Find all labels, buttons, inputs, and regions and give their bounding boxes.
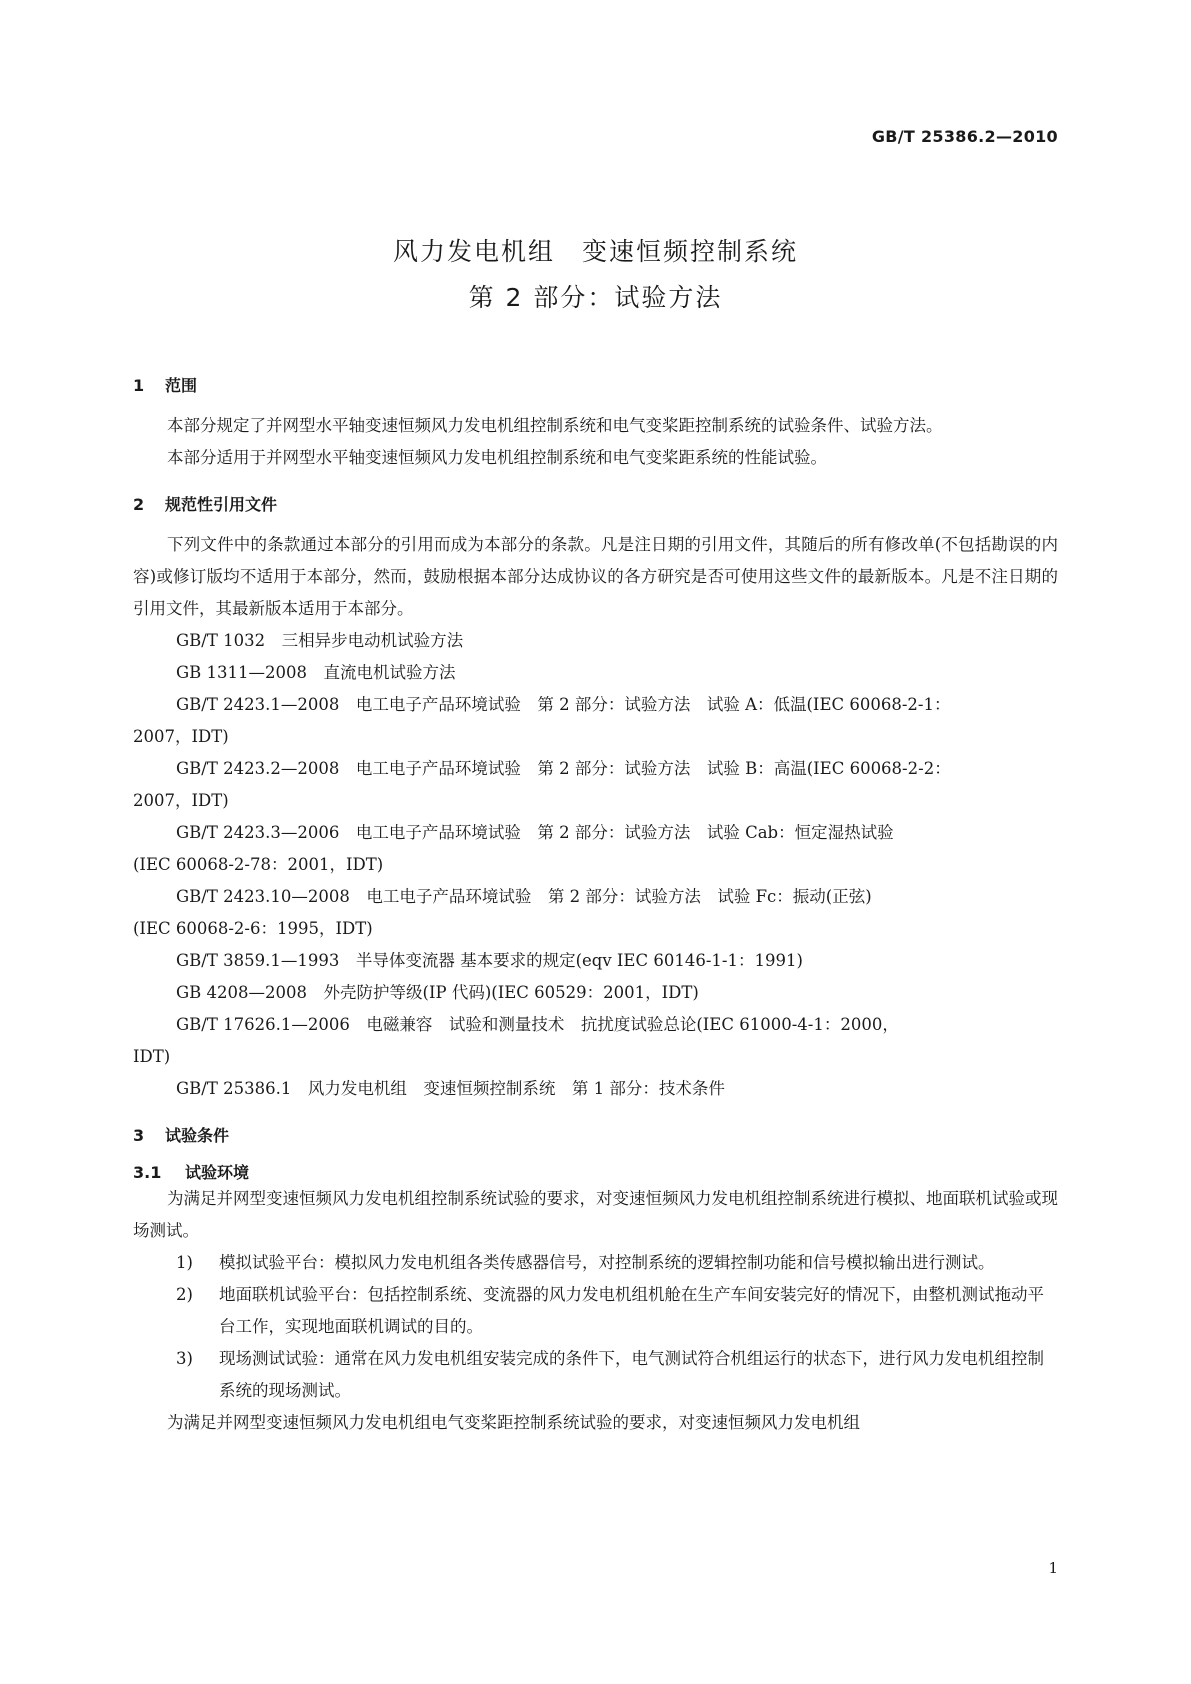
reference-item: GB/T 17626.1—2006 电磁兼容 试验和测量技术 抗扰度试验总论(IEC 61000-4-1：2000， — [176, 1015, 899, 1034]
reference-item-continuation: 2007，IDT) — [133, 791, 229, 810]
list-marker: 1) — [176, 1253, 193, 1272]
section-title: 试验条件 — [165, 1126, 230, 1145]
section-title: 规范性引用文件 — [165, 495, 278, 514]
paragraph: 本部分适用于并网型水平轴变速恒频风力发电机组控制系统和电气变桨距系统的性能试验。 — [167, 448, 827, 467]
list-marker: 2) — [176, 1285, 193, 1304]
section-3-heading — [133, 1123, 1058, 1146]
reference-item: GB/T 2423.10—2008 电工电子产品环境试验 第 2 部分：试验方法 试验 Fc：振动(正弦) — [176, 887, 872, 906]
subsection-3-1-heading — [133, 1160, 1058, 1183]
page-number: 1 — [1048, 1559, 1058, 1577]
reference-item-continuation: (IEC 60068-2-6：1995，IDT) — [133, 919, 373, 938]
reference-item: GB/T 2423.1—2008 电工电子产品环境试验 第 2 部分：试验方法 试验 A：低温(IEC 60068-2-1： — [176, 695, 951, 714]
document-title-line1: 风力发电机组 变速恒频控制系统 — [392, 237, 798, 266]
paragraph: 本部分规定了并网型水平轴变速恒频风力发电机组控制系统和电气变桨距控制系统的试验条件、试验方法。 — [167, 416, 943, 435]
reference-item: GB/T 1032 三相异步电动机试验方法 — [176, 631, 464, 650]
reference-item: GB/T 25386.1 风力发电机组 变速恒频控制系统 第 1 部分：技术条件 — [176, 1079, 725, 1098]
list-text: 现场测试试验：通常在风力发电机组安装完成的条件下，电气测试符合机组运行的状态下，进行风力发电机组控制系统的现场测试。 — [219, 1349, 1044, 1400]
paragraph: 为满足并网型变速恒频风力发电机组控制系统试验的要求，对变速恒频风力发电机组控制系统进行模拟、地面联机试验或现场测试。 — [133, 1189, 1058, 1240]
subsection-number: 3.1 — [133, 1163, 162, 1182]
section-2-heading — [133, 492, 1058, 515]
list-item — [133, 1343, 1058, 1407]
paragraph: 为满足并网型变速恒频风力发电机组电气变桨距控制系统试验的要求，对变速恒频风力发电机组 — [167, 1413, 860, 1432]
reference-item: GB/T 2423.2—2008 电工电子产品环境试验 第 2 部分：试验方法 试验 B：高温(IEC 60068-2-2： — [176, 759, 951, 778]
section-number: 1 — [133, 376, 145, 395]
list-item — [133, 1247, 1058, 1279]
reference-item-continuation: (IEC 60068-2-78：2001，IDT) — [133, 855, 384, 874]
document-title-line2: 第 2 部分：试验方法 — [468, 283, 723, 312]
list-marker: 3) — [176, 1349, 193, 1368]
subsection-title: 试验环境 — [185, 1163, 250, 1182]
reference-item: GB 1311—2008 直流电机试验方法 — [176, 663, 456, 682]
reference-item-continuation: IDT) — [133, 1047, 171, 1066]
document-body — [133, 373, 1058, 1439]
section-1-heading — [133, 373, 1058, 396]
list-text: 地面联机试验平台：包括控制系统、变流器的风力发电机组机舱在生产车间安装完好的情况下，由整机测试拖动平台工作，实现地面联机调试的目的。 — [219, 1285, 1044, 1336]
reference-item: GB/T 2423.3—2006 电工电子产品环境试验 第 2 部分：试验方法 试验 Cab：恒定湿热试验 — [176, 823, 894, 842]
list-text: 模拟试验平台：模拟风力发电机组各类传感器信号，对控制系统的逻辑控制功能和信号模拟输出进行测试。 — [219, 1253, 995, 1272]
section-number: 2 — [133, 495, 145, 514]
section-number: 3 — [133, 1126, 145, 1145]
paragraph: 下列文件中的条款通过本部分的引用而成为本部分的条款。凡是注日期的引用文件，其随后的所有修改单(不包括勘误的内容)或修订版均不适用于本部分，然而，鼓励根据本部分达成协议的各方研究是否可使用这些文件的最新版本。凡是不注日期的引用文件，其最新版本适用于本部分。 — [133, 535, 1058, 618]
reference-item: GB 4208—2008 外壳防护等级(IP 代码)(IEC 60529：2001，IDT) — [176, 983, 699, 1002]
section-title: 范围 — [165, 376, 198, 395]
reference-item: GB/T 3859.1—1993 半导体变流器 基本要求的规定(eqv IEC 60146-1-1：1991) — [176, 951, 803, 970]
standard-code: GB/T 25386.2—2010 — [871, 127, 1058, 146]
reference-item-continuation: 2007，IDT) — [133, 727, 229, 746]
list-item — [133, 1279, 1058, 1343]
